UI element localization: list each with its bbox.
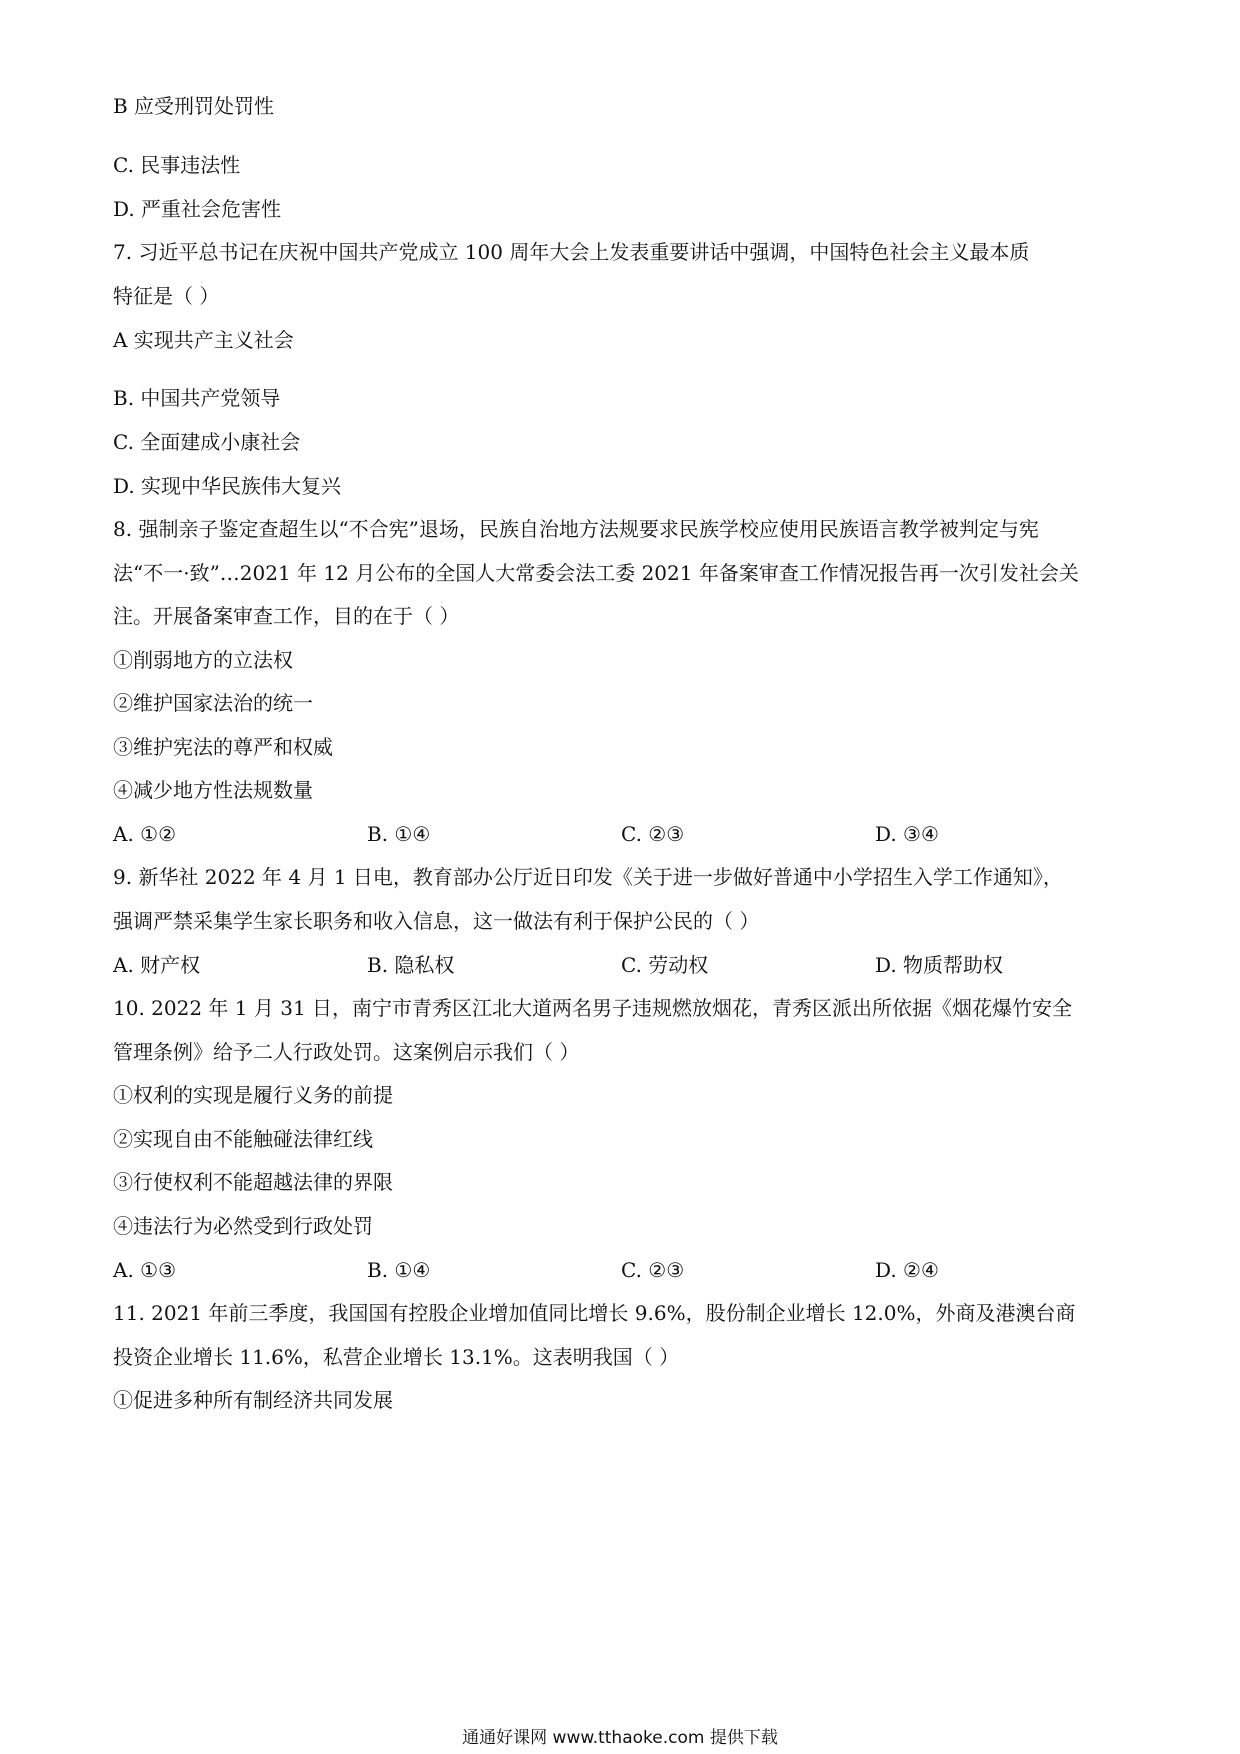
q9-option-d: D. 物质帮助权 (875, 953, 1004, 977)
q8-stem-line-2: 法“不一·致”…2021 年 12 月公布的全国人大常委会法工委 2021 年备案审查工作情况报告再一次引发社会关 (113, 561, 1079, 585)
q10-option-d: D. ②④ (875, 1258, 939, 1282)
q10-stem-line-1: 10. 2022 年 1 月 31 日，南宁市青秀区江北大道两名男子违规燃放烟花，青秀区派出所依据《烟花爆竹安全 (113, 996, 1073, 1020)
q11-stem-line-2: 投资企业增长 11.6%，私营企业增长 13.1%。这表明我国（ ） (113, 1345, 680, 1369)
q10-statement-1: ①权利的实现是履行义务的前提 (113, 1083, 393, 1107)
q10-statement-4: ④违法行为必然受到行政处罚 (113, 1214, 373, 1238)
q6-option-d: D. 严重社会危害性 (113, 197, 282, 221)
q7-option-c: C. 全面建成小康社会 (113, 430, 301, 454)
q8-stem-line-1: 8. 强制亲子鉴定查超生以“不合宪”退场，民族自治地方法规要求民族学校应使用民族语言教学被判定与宪 (113, 517, 1039, 541)
q10-option-c: C. ②③ (621, 1258, 685, 1282)
q10-option-b: B. ①④ (367, 1258, 431, 1282)
q8-statement-1: ①削弱地方的立法权 (113, 648, 293, 672)
q11-statement-1: ①促进多种所有制经济共同发展 (113, 1388, 393, 1412)
q9-options (113, 951, 1123, 979)
q8-statement-4: ④减少地方性法规数量 (113, 778, 313, 802)
q9-stem-line-1: 9. 新华社 2022 年 4 月 1 日电，教育部办公厅近日印发《关于进一步做好普通中小学招生入学工作通知》， (113, 865, 1063, 889)
q11-stem-line-1: 11. 2021 年前三季度，我国国有控股企业增加值同比增长 9.6%，股份制企业增长 12.0%，外商及港澳台商 (113, 1301, 1076, 1325)
q10-options (113, 1256, 1123, 1284)
q7-stem-line-2: 特征是（ ） (113, 284, 220, 308)
q9-option-c: C. 劳动权 (621, 953, 709, 977)
footer-source-note: 通通好课网 www.tthaoke.com 提供下载 (462, 1728, 778, 1748)
q10-statement-3: ③行使权利不能超越法律的界限 (113, 1170, 393, 1194)
q8-option-d: D. ③④ (875, 822, 939, 846)
q8-option-a: A. ①② (113, 822, 177, 846)
q8-option-b: B. ①④ (367, 822, 431, 846)
q6-option-c: C. 民事违法性 (113, 153, 241, 177)
q9-stem-line-2: 强调严禁采集学生家长职务和收入信息，这一做法有利于保护公民的（ ） (113, 909, 760, 933)
q10-stem-line-2: 管理条例》给予二人行政处罚。这案例启示我们（ ） (113, 1040, 580, 1064)
q7-option-a: A 实现共产主义社会 (113, 328, 294, 352)
q9-option-b: B. 隐私权 (367, 953, 455, 977)
q7-option-d: D. 实现中华民族伟大复兴 (113, 474, 342, 498)
q6-option-b: B 应受刑罚处罚性 (113, 94, 275, 118)
q10-option-a: A. ①③ (113, 1258, 177, 1282)
q7-stem-line-1: 7. 习近平总书记在庆祝中国共产党成立 100 周年大会上发表重要讲话中强调，中国特色社会主义最本质 (113, 240, 1030, 264)
q8-statement-3: ③维护宪法的尊严和权威 (113, 735, 333, 759)
q10-statement-2: ②实现自由不能触碰法律红线 (113, 1127, 373, 1151)
q8-stem-line-3: 注。开展备案审查工作，目的在于（ ） (113, 604, 460, 628)
q8-option-c: C. ②③ (621, 822, 685, 846)
q8-statement-2: ②维护国家法治的统一 (113, 691, 313, 715)
q9-option-a: A. 财产权 (113, 953, 201, 977)
q7-option-b: B. 中国共产党领导 (113, 386, 281, 410)
q8-options (113, 820, 1123, 848)
